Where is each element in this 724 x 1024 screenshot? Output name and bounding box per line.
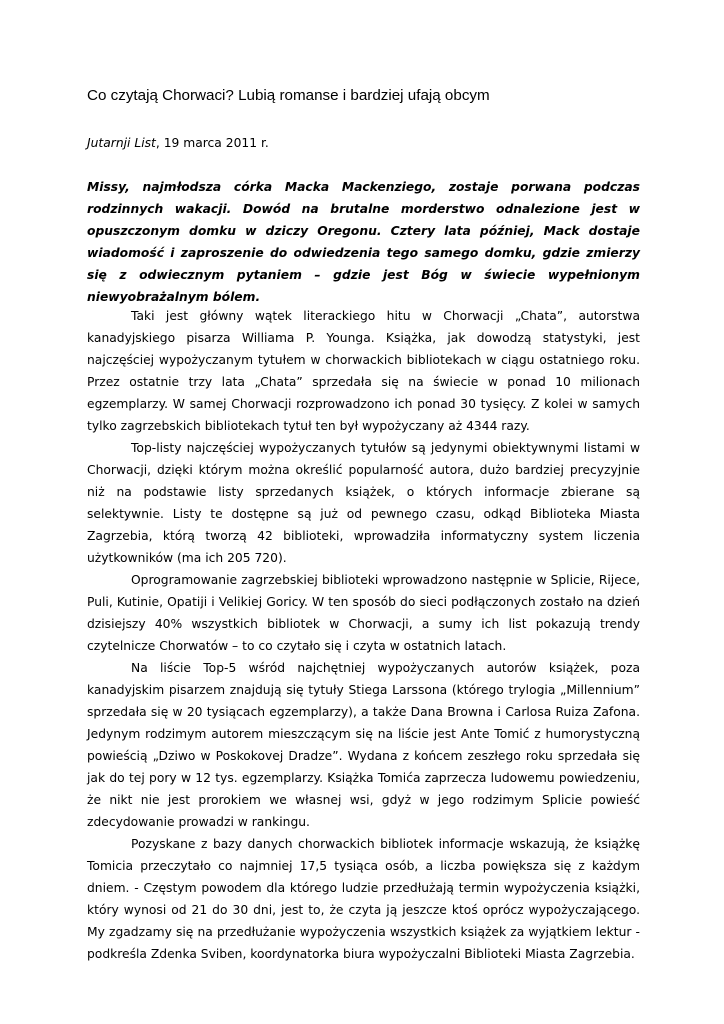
body-paragraph: Top-listy najczęściej wypożyczanych tytułów są jedynymi obiektywnymi listami w Chorwacji, dzięki którym można określić popularność autora, dużo bardziej precyzyjnie niż na podstawie listy sprzedanych książek, o których informacje zbierane są selektywnie. Listy te dostępne są już od pewnego czasu, odkąd Biblioteka Miasta Zagrzebia, którą tworzą 42 biblioteki, wprowadziła informatyczny system liczenia użytkowników (ma ich 205 720). xyxy=(87,441,640,565)
publication-date: , 19 marca 2011 r. xyxy=(155,136,269,150)
article-lead: Missy, najmłodsza córka Macka Mackenziego, zostaje porwana podczas rodzinnych wakacji. Dowód na brutalne morderstwo odnalezione jest w opuszczonym domku w dziczy Oregonu. Cztery lata później, Mack dostaje wiadomość i zaproszenie do odwiedzenia tego samego domku, gdzie zmierzy się z odwiecznym pytaniem – gdzie jest Bóg w świecie wypełnionym niewyobrażalnym bólem. xyxy=(87,180,640,304)
body-paragraph: Oprogramowanie zagrzebskiej biblioteki wprowadzono następnie w Splicie, Rijece, Puli, Kutinie, Opatiji i Velikiej Goricy. W ten sposób do sieci podłączonych zostało na dzień dzisiejszy 40% wszystkich bibliotek w Chorwacji, a sumy ich list pokazują trendy czytelnicze Chorwatów – to co czytało się i czyta w ostatnich latach. xyxy=(87,573,640,653)
body-paragraph: Pozyskane z bazy danych chorwackich bibliotek informacje wskazują, że książkę Tomicia przeczytało co najmniej 17,5 tysiąca osób, a liczba powiększa się z każdym dniem. - Częstym powodem dla którego ludzie przedłużają termin wypożyczenia książki, który wynosi od 21 do 30 dni, jest to, że czyta ją jeszcze ktoś oprócz wypożyczającego. My zgadzamy się na przedłużanie wypożyczenia wszystkich książek za wyjątkiem lektur - podkreśla Zdenka Sviben, koordynatorka biura wypożyczalni Biblioteki Miasta Zagrzebia. xyxy=(87,837,640,961)
article-source xyxy=(87,134,647,152)
body-paragraph: Na liście Top-5 wśród najchętniej wypożyczanych autorów książek, poza kanadyjskim pisarzem znajdują się tytuły Stiega Larssona (którego trylogia „Millennium” sprzedała się w 20 tysiącach egzemplarzy), a także Dana Browna i Carlosa Ruiza Zafona. Jedynym rodzimym autorem mieszczącym się na liście jest Ante Tomić z humorystyczną powieścią „Dziwo w Poskokovej Dradze”. Wydana z końcem zeszłego roku sprzedała się jak do tej pory w 12 tys. egzemplarzy. Książka Tomića zaprzecza ludowemu powiedzeniu, że nikt nie jest prorokiem we własnej wsi, gdyż w jego rodzimym Splicie powieść zdecydowanie prowadzi w rankingu. xyxy=(87,661,640,829)
article-title: Co czytają Chorwaci? Lubią romanse i bardziej ufają obcym xyxy=(87,87,490,104)
body-paragraph: Taki jest główny wątek literackiego hitu w Chorwacji „Chata”, autorstwa kanadyjskiego pisarza Williama P. Younga. Książka, jak dowodzą statystyki, jest najczęściej wypożyczanym tytułem w chorwackich bibliotekach w ciągu ostatniego roku. Przez ostatnie trzy lata „Chata” sprzedała się na świecie w ponad 10 milionach egzemplarzy. W samej Chorwacji rozprowadzono ich ponad 30 tysięcy. Z kolei w samych tylko zagrzebskich bibliotekach tytuł ten był wypożyczany aż 4344 razy. xyxy=(87,309,640,433)
publication-name: Jutarnji List xyxy=(87,136,156,150)
article-body xyxy=(87,305,640,965)
